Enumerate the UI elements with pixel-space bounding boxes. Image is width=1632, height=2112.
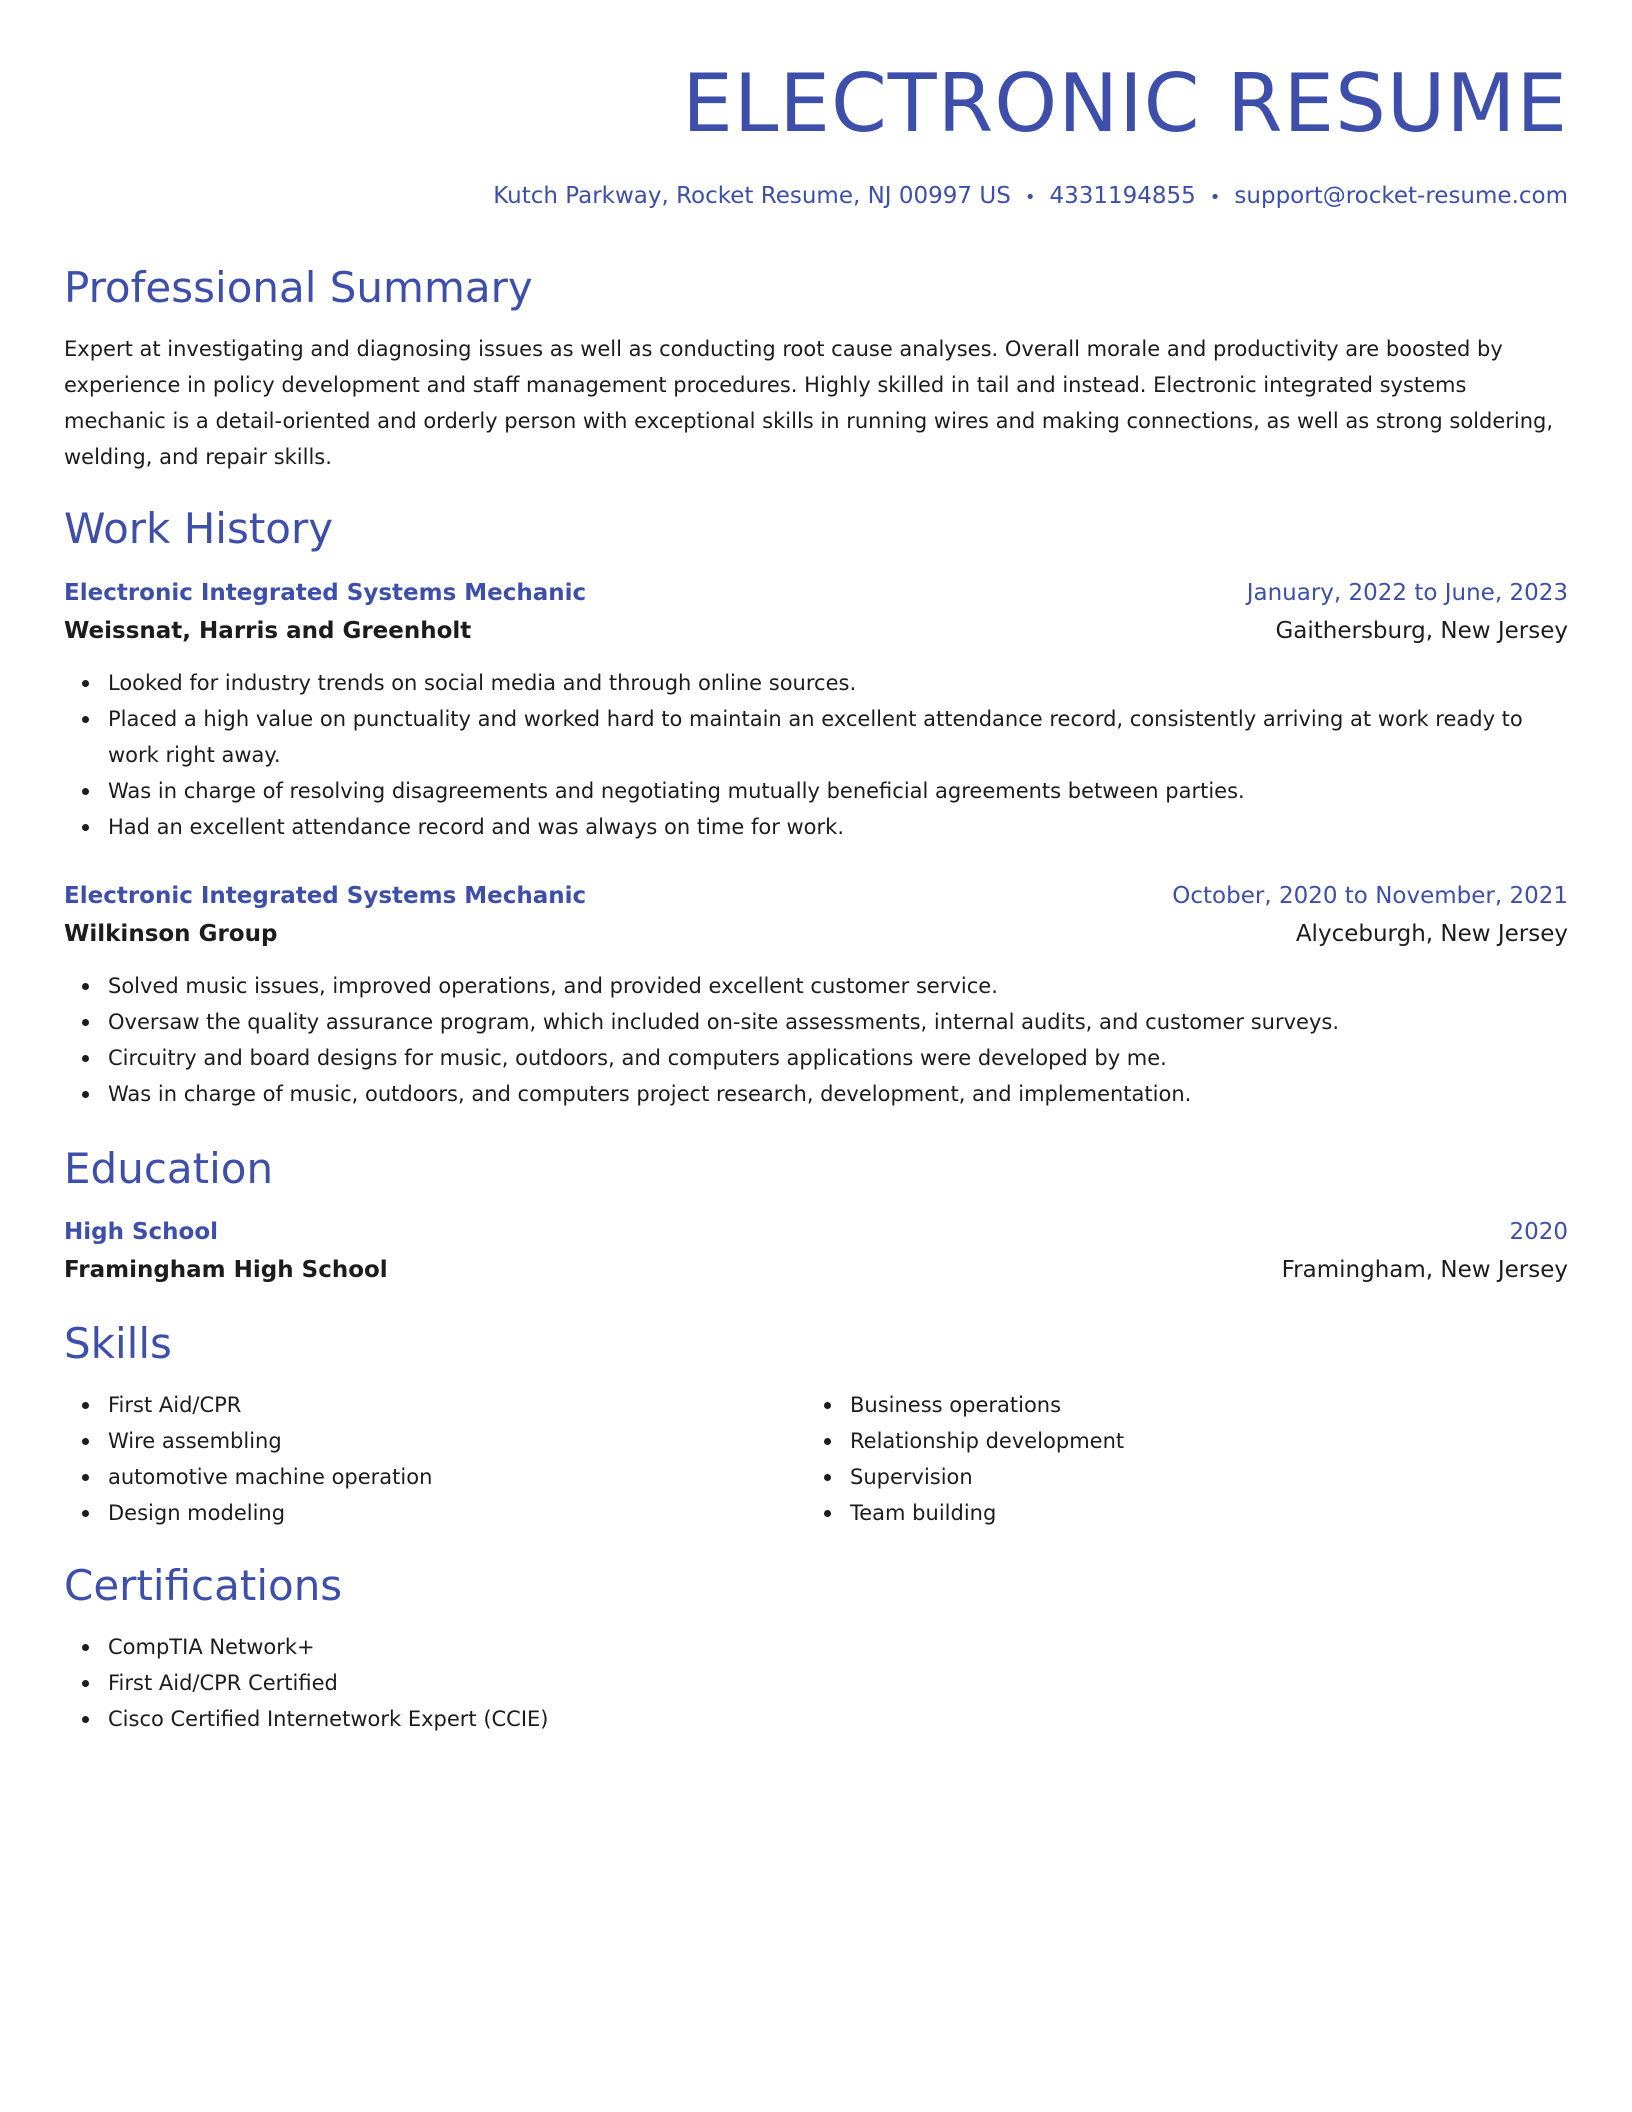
list-item: Team building	[850, 1495, 1550, 1531]
list-item: Relationship development	[850, 1423, 1550, 1459]
list-item: Wire assembling	[108, 1423, 788, 1459]
summary-text: Expert at investigating and diagnosing issues as well as conducting root cause analyses. Overall morale and productivity are boosted by experience in policy development and staff management procedures. Highly skilled in tail and instead. Electronic integrated systems mechanic is a detail-oriented and orderly person with exceptional skills in running wires and making connections, as well as strong soldering, welding, and repair skills.	[64, 337, 1554, 469]
job-1-subheader	[64, 613, 1568, 649]
list-item: CompTIA Network+	[108, 1629, 1108, 1665]
list-item: Design modeling	[108, 1495, 788, 1531]
section-title-summary: Professional Summary	[64, 263, 533, 312]
list-item: Circuitry and board designs for music, outdoors, and computers applications were developed by me.	[108, 1040, 1568, 1076]
job-2-header	[64, 878, 1568, 914]
skills-list-right	[806, 1387, 1550, 1531]
certifications-list	[64, 1629, 1108, 1737]
list-item: Business operations	[850, 1387, 1550, 1423]
resume-name: ELECTRONIC RESUME	[682, 57, 1568, 150]
education-year: 2020	[1509, 1219, 1568, 1245]
job-2-location: Alyceburgh, New Jersey	[1295, 921, 1568, 947]
job-2-bullets	[64, 968, 1568, 1112]
job-1-role: Electronic Integrated Systems Mechanic	[64, 580, 587, 606]
skills-list-left	[64, 1387, 788, 1531]
list-item: Was in charge of music, outdoors, and computers project research, development, and implementation.	[108, 1076, 1568, 1112]
job-2-dates: October, 2020 to November, 2021	[1172, 883, 1568, 909]
job-1-location: Gaithersburg, New Jersey	[1275, 618, 1568, 644]
job-2-role: Electronic Integrated Systems Mechanic	[64, 883, 587, 909]
contact-email: support@rocket-resume.com	[1234, 183, 1568, 209]
contact-separator: •	[1024, 187, 1036, 208]
section-title-skills: Skills	[64, 1319, 172, 1368]
contact-line	[493, 180, 1568, 214]
list-item: First Aid/CPR	[108, 1387, 788, 1423]
list-item: Had an excellent attendance record and was always on time for work.	[108, 809, 1568, 845]
section-title-education: Education	[64, 1144, 274, 1193]
section-title-work: Work History	[64, 504, 334, 553]
list-item: Was in charge of resolving disagreements and negotiating mutually beneficial agreements between parties.	[108, 773, 1568, 809]
contact-address: Kutch Parkway, Rocket Resume, NJ 00997 US	[493, 183, 1011, 209]
job-1-header	[64, 575, 1568, 611]
education-location: Framingham, New Jersey	[1281, 1257, 1568, 1283]
job-1-dates: January, 2022 to June, 2023	[1246, 580, 1568, 606]
list-item: Placed a high value on punctuality and worked hard to maintain an excellent attendance record, consistently arriving at work ready to work right away.	[108, 701, 1568, 773]
education-header	[64, 1214, 1568, 1250]
list-item: Oversaw the quality assurance program, which included on-site assessments, internal audits, and customer surveys.	[108, 1004, 1568, 1040]
job-1-bullets	[64, 665, 1568, 845]
section-title-certifications: Certifications	[64, 1561, 343, 1610]
list-item: Cisco Certified Internetwork Expert (CCIE)	[108, 1701, 1108, 1737]
education-subheader	[64, 1252, 1568, 1288]
education-school: Framingham High School	[64, 1257, 388, 1283]
contact-phone: 4331194855	[1049, 183, 1196, 209]
job-2-subheader	[64, 916, 1568, 952]
list-item: Solved music issues, improved operations, and provided excellent customer service.	[108, 968, 1568, 1004]
contact-separator: •	[1209, 187, 1221, 208]
list-item: Looked for industry trends on social media and through online sources.	[108, 665, 1568, 701]
education-degree: High School	[64, 1219, 219, 1245]
list-item: First Aid/CPR Certified	[108, 1665, 1108, 1701]
list-item: automotive machine operation	[108, 1459, 788, 1495]
job-2-company: Wilkinson Group	[64, 921, 278, 947]
job-1-company: Weissnat, Harris and Greenholt	[64, 618, 472, 644]
list-item: Supervision	[850, 1459, 1550, 1495]
